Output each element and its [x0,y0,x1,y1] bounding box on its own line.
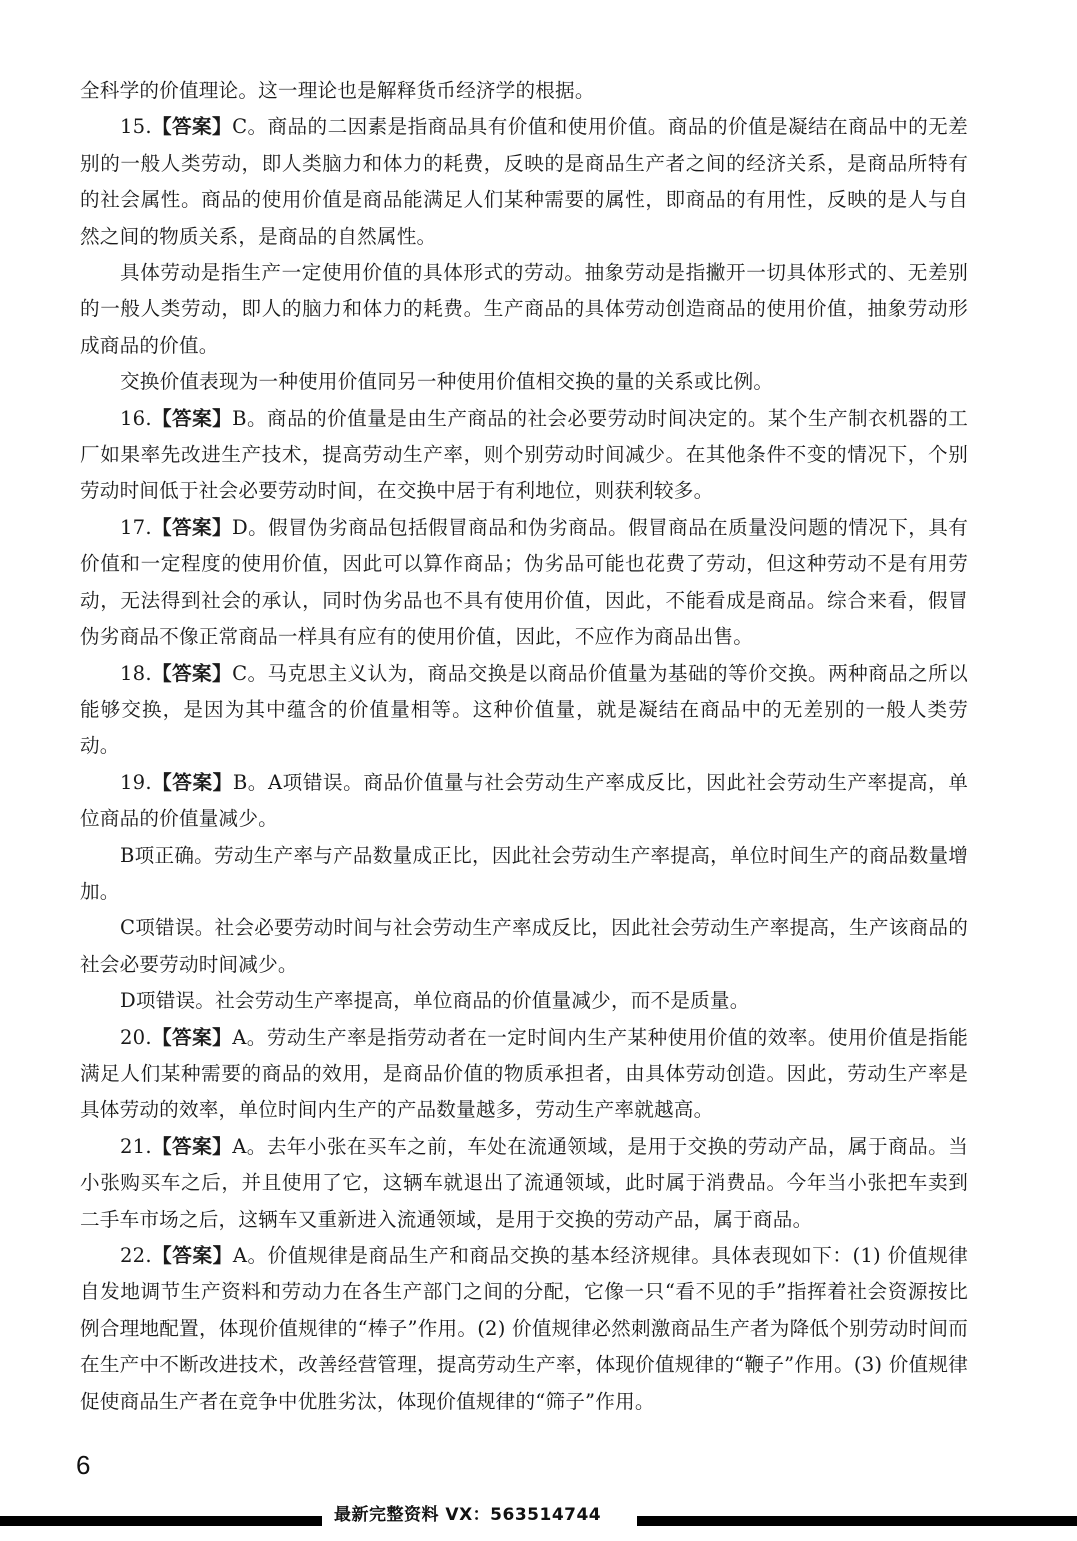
footer-bar-right [637,1516,1077,1526]
footer-bar-left [0,1516,322,1526]
question-number: 20. [120,1025,152,1049]
paragraph-continuation [80,73,968,109]
answer-text: D。假冒伪劣商品包括假冒商品和伪劣商品。假冒商品在质量没问题的情况下，具有价值和一定程度的使用价值，因此可以算作商品；伪劣品可能也花费了劳动，但这种劳动不是有用劳动，无法得到社会的承认，同时伪劣品也不具有使用价值，因此，不能看成是商品。综合来看，假冒伪劣商品不像正常商品一样具有应有的使用价值，因此，不应作为商品出售。 [80,515,969,649]
answer-16 [80,401,968,510]
answer-18 [80,656,968,765]
answer-label: 【答案】 [151,661,233,685]
answer-text: B。商品的价值量是由生产商品的社会必要劳动时间决定的。某个生产制衣机器的工厂如果率先改进生产技术，提高劳动生产率，则个别劳动时间减少。在其他条件不变的情况下，个别劳动时间低于社会必要劳动时间，在交换中居于有利地位，则获利较多。 [80,406,968,503]
answer-text: C。马克思主义认为，商品交换是以商品价值量为基础的等价交换。两种商品之所以能够交换，是因为其中蕴含的价值量相等。这种价值量，就是凝结在商品中的无差别的一般人类劳动。 [80,661,968,758]
paragraph-text: B项正确。劳动生产率与产品数量成正比，因此社会劳动生产率提高，单位时间生产的商品数量增加。 [80,843,968,903]
answer-label: 【答案】 [151,115,233,139]
answer-label: 【答案】 [151,1025,233,1049]
question-number: 21. [120,1134,152,1158]
answer-label: 【答案】 [151,1134,233,1158]
footer-watermark: 最新完整资料 VX：563514744 [334,1505,602,1525]
answer-text: A。价值规律是商品生产和商品交换的基本经济规律。具体表现如下：(1) 价值规律自发地调节生产资料和劳动力在各生产部门之间的分配，它像一只“看不见的手”指挥着社会资源按比例合理地配置，体现价值规律的“棒子”作用。(2) 价值规律必然刺激商品生产者为降低个别劳动时间而在生产中不断改进技术，改善经营管理，提高劳动生产率，体现价值规律的“鞭子”作用。(3) 价值规律促使商品生产者在竞争中优胜劣汰，体现价值规律的“筛子”作用。 [80,1244,968,1413]
paragraph-exchange-value [80,364,968,400]
paragraph-text: 全科学的价值理论。这一理论也是解释货币经济学的根据。 [80,79,595,102]
paragraph-concrete-labor [80,255,968,364]
question-number: 17. [120,515,152,539]
question-number: 15. [120,115,152,139]
paragraph-text: D项错误。社会劳动生产率提高，单位商品的价值量减少，而不是质量。 [120,989,750,1013]
answer-19 [80,765,968,838]
question-number: 18. [120,661,152,685]
answer-20 [80,1020,968,1129]
answer-text: B。A项错误。商品价值量与社会劳动生产率成反比，因此社会劳动生产率提高，单位商品的价值量减少。 [80,770,968,831]
answer-22 [80,1238,968,1420]
answer-label: 【答案】 [151,1244,233,1267]
paragraph-text: 具体劳动是指生产一定使用价值的具体形式的劳动。抽象劳动是指撇开一切具体形式的、无差别的一般人类劳动，即人的脑力和体力的耗费。生产商品的具体劳动创造商品的使用价值，抽象劳动形成商品的价值。 [80,261,968,357]
answer-text: C。商品的二因素是指商品具有价值和使用价值。商品的价值是凝结在商品中的无差别的一般人类劳动，即人类脑力和体力的耗费，反映的是商品生产者之间的经济关系，是商品所特有的社会属性。商品的使用价值是商品能满足人们某种需要的属性，即商品的有用性，反映的是人与自然之间的物质关系，是商品的自然属性。 [80,115,968,248]
question-number: 19. [120,770,152,794]
paragraph-text: 交换价值表现为一种使用价值同另一种使用价值相交换的量的关系或比例。 [120,370,774,394]
answer-21 [80,1129,968,1238]
question-number: 22. [120,1244,152,1267]
answer-17 [80,510,968,656]
answer-15 [80,109,968,255]
option-c-explanation [80,910,968,983]
page-number: 6 [76,1450,91,1480]
option-b-explanation [80,838,968,911]
answer-text: A。劳动生产率是指劳动者在一定时间内生产某种使用价值的效率。使用价值是指能满足人们某种需要的商品的效用，是商品价值的物质承担者，由具体劳动创造。因此，劳动生产率是具体劳动的效率，单位时间内生产的产品数量越多，劳动生产率就越高。 [80,1025,968,1122]
paragraph-text: C项错误。社会必要劳动时间与社会劳动生产率成反比，因此社会劳动生产率提高，生产该商品的社会必要劳动时间减少。 [80,916,968,976]
answer-text: A。去年小张在买车之前，车处在流通领域，是用于交换的劳动产品，属于商品。当小张购买车之后，并且使用了它，这辆车就退出了流通领域，此时属于消费品。今年当小张把车卖到二手车市场之后，这辆车又重新进入流通领域，是用于交换的劳动产品，属于商品。 [80,1134,968,1231]
answer-label: 【答案】 [151,770,233,794]
answer-explanations [80,73,968,1420]
answer-label: 【答案】 [151,515,232,539]
question-number: 16. [120,406,152,430]
answer-label: 【答案】 [151,406,233,430]
option-d-explanation [80,983,968,1019]
